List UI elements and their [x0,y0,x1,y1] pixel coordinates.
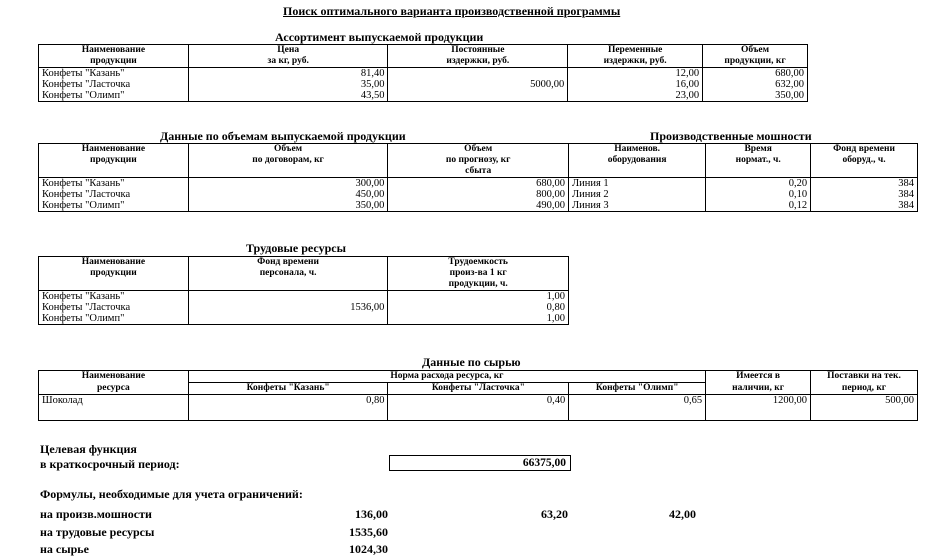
norm-cell: 0,65 [569,395,706,407]
labor-intensity-cell: 1,00 [388,291,569,303]
fixed-cost-cell: 5000,00 [388,79,568,90]
header-cell: Трудоемкость [388,257,569,269]
table-row [39,79,808,90]
raw-caption: Данные по сырью [422,355,521,369]
header-cell: персонала, ч. [188,268,388,279]
formula-label: на сырье [40,542,89,556]
personnel-fund-cell: 1536,00 [188,302,388,313]
table-row [39,90,808,102]
product-name: Конфеты "Ласточка [39,189,189,200]
price-cell: 81,40 [188,68,388,80]
forecast-volume-cell: 800,00 [388,189,569,200]
header-cell: по прогнозу, кг [388,155,569,166]
formula-value: 63,20 [541,507,568,521]
header-cell: Поставки на тек. [811,371,918,383]
assortment-table [38,44,808,102]
header-cell: издержки, руб. [388,56,568,68]
variable-cost-cell: 12,00 [568,68,703,80]
table-row [39,178,569,190]
formula-value: 1024,30 [349,542,388,556]
capacity-table [569,143,918,212]
personnel-fund-cell [188,313,388,325]
header-cell: продукции, ч. [388,279,569,291]
product-name: Конфеты "Олимп" [39,313,189,325]
line-name: Линия 3 [569,200,706,212]
forecast-volume-cell: 680,00 [388,178,569,190]
header-cell: Конфеты "Олимп" [569,383,706,395]
forecast-volume-cell: 490,00 [388,200,569,212]
variable-cost-cell: 16,00 [568,79,703,90]
stock-cell: 1200,00 [706,395,811,407]
assortment-caption: Ассортимент выпускаемой продукции [275,30,484,44]
formula-value: 1535,60 [349,525,388,539]
line-name: Линия 2 [569,189,706,200]
fixed-cost-cell [388,90,568,102]
table-row [39,200,569,212]
time-cell: 0,12 [706,200,811,212]
header-cell: Наименование [39,144,189,156]
header-cell: Время [706,144,811,156]
formula-value: 42,00 [669,507,696,521]
volumes-table [38,143,569,212]
fixed-cost-cell [388,68,568,80]
header-cell: Наименов. [569,144,706,156]
header-cell: за кг, руб. [188,56,388,68]
contract-volume-cell: 450,00 [188,189,388,200]
product-name: Конфеты "Олимп" [39,200,189,212]
header-cell: Постоянные [388,45,568,57]
header-cell: наличии, кг [706,383,811,395]
header-cell: Наименование [39,257,189,269]
formula-label: на трудовые ресурсы [40,525,155,539]
variable-cost-cell: 23,00 [568,90,703,102]
table-row [39,313,569,325]
header-cell: Конфеты "Казань" [188,383,388,395]
time-cell: 0,10 [706,189,811,200]
table-row [569,189,918,200]
formula-value: 136,00 [355,507,388,521]
page-title: Поиск оптимального варианта производственной программы [283,4,621,18]
header-cell: Объем [188,144,388,156]
header-cell: нормат., ч. [706,155,811,166]
contract-volume-cell: 350,00 [188,200,388,212]
labor-intensity-cell: 0,80 [388,302,569,313]
norm-header: Норма расхода ресурса, кг [188,371,705,383]
header-cell: сбыта [388,166,569,178]
header-cell: Фонд времени [811,144,918,156]
header-cell: Фонд времени [188,257,388,269]
objective-value: 66375,00 [389,455,571,471]
capacity-caption: Производственные мошности [650,129,812,143]
formula-label: на произв.мошности [40,507,152,521]
contract-volume-cell: 300,00 [188,178,388,190]
product-name: Конфеты "Казань" [39,178,189,190]
product-name: Конфеты "Ласточка [39,302,189,313]
table-row [569,178,918,190]
header-cell: Конфеты "Ласточка" [388,383,569,395]
norm-cell: 0,80 [188,395,388,407]
header-cell: продукции [39,56,189,68]
time-cell: 0,20 [706,178,811,190]
supply-cell: 500,00 [811,395,918,407]
fund-cell: 384 [811,189,918,200]
header-cell: Цена [188,45,388,57]
volume-cell: 632,00 [703,79,808,90]
header-cell: оборуд., ч. [811,155,918,166]
header-cell: Наименование [39,45,189,57]
personnel-fund-cell [188,291,388,303]
header-cell: период, кг [811,383,918,395]
fund-cell: 384 [811,178,918,190]
norm-cell: 0,40 [388,395,569,407]
volumes-caption: Данные по объемам выпускаемой продукции [160,129,406,143]
product-name: Конфеты "Олимп" [39,90,189,102]
product-name: Конфеты "Казань" [39,68,189,80]
fund-cell: 384 [811,200,918,212]
price-cell: 43,50 [188,90,388,102]
product-name: Конфеты "Казань" [39,291,189,303]
objective-label: Целевая функция [40,442,137,456]
table-row [39,189,569,200]
formulas-heading: Формулы, необходимые для учета ограничений: [40,487,303,501]
line-name: Линия 1 [569,178,706,190]
header-cell: Наименование [39,371,189,383]
header-cell: издержки, руб. [568,56,703,68]
table-row [39,302,569,313]
header-cell: произ-ва 1 кг [388,268,569,279]
header-cell: Объем [388,144,569,156]
product-name: Конфеты "Ласточка [39,79,189,90]
header-cell: по договорам, кг [188,155,388,166]
header-cell: продукции [39,268,189,279]
volume-cell: 350,00 [703,90,808,102]
header-cell: оборудования [569,155,706,166]
header-cell: Переменные [568,45,703,57]
volume-cell: 680,00 [703,68,808,80]
labor-caption: Трудовые ресурсы [246,241,346,255]
header-cell: продукции [39,155,189,166]
table-row [39,395,918,407]
table-row [39,291,569,303]
header-cell: Объем [703,45,808,57]
price-cell: 35,00 [188,79,388,90]
table-row [39,68,808,80]
header-cell: продукции, кг [703,56,808,68]
header-cell: ресурса [39,383,189,395]
objective-sublabel: в краткосрочный период: [40,457,180,471]
resource-name: Шоколад [39,395,189,407]
header-cell: Имеется в [706,371,811,383]
table-row [569,200,918,212]
labor-table [38,256,569,325]
raw-table [38,370,918,421]
labor-intensity-cell: 1,00 [388,313,569,325]
